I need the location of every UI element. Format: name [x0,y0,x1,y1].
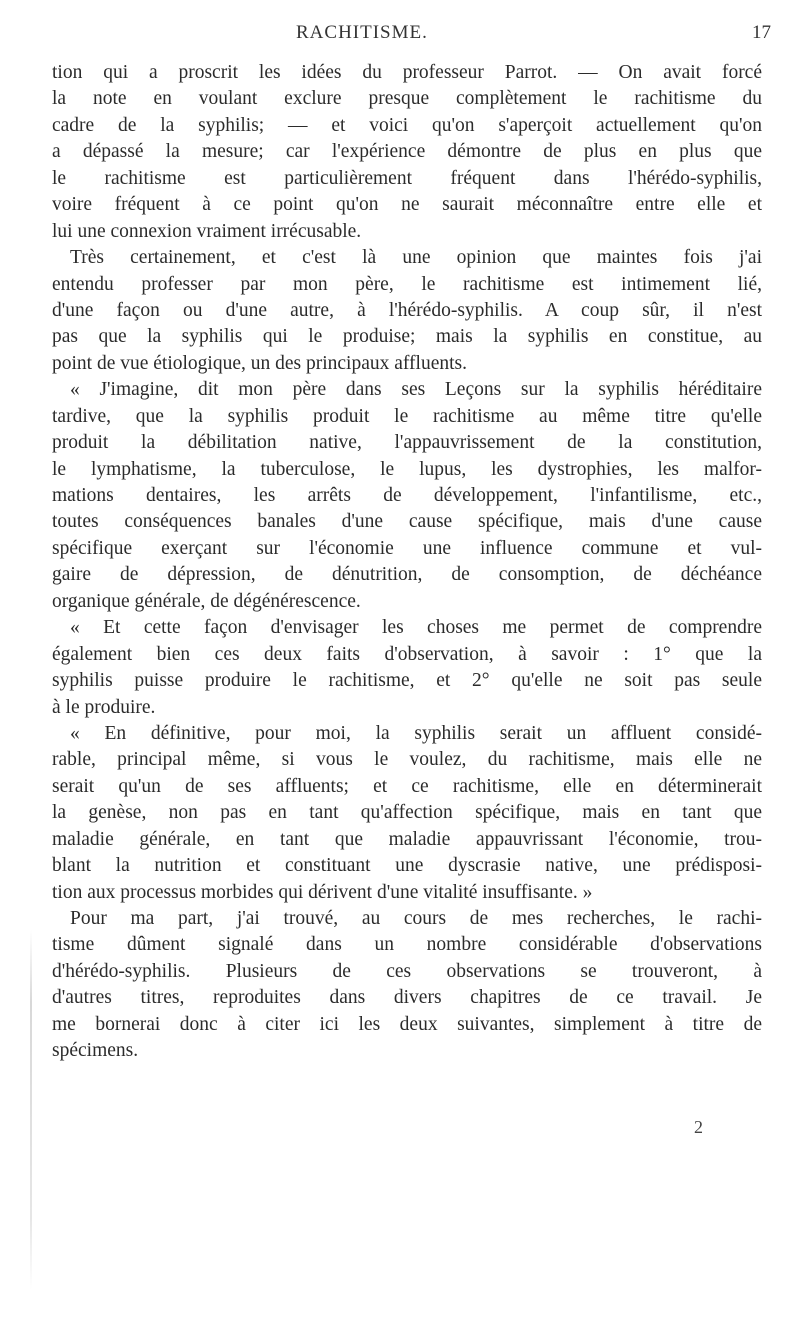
text-line: spécifique exerçant sur l'économie une influence commune et vul- [52,537,762,559]
text-line: serait qu'un de ses affluents; et ce rachitisme, elle en déterminerait [52,775,762,797]
text-line: d'hérédo-syphilis. Plusieurs de ces observations se trouveront, à [52,960,762,982]
text-line: voire fréquent à ce point qu'on ne saurait méconnaître entre elle et [52,194,762,216]
text-line: à le produire. [52,696,156,718]
text-line: tion qui a proscrit les idées du professeur Parrot. — On avait forcé [52,62,762,83]
signature-mark: 2 [694,1117,703,1137]
text-line: la note en voulant exclure presque complètement le rachitisme du [52,88,762,110]
text-line: gaire de dépression, de dénutrition, de consomption, de déchéance [52,564,762,586]
text-line: produit la débilitation native, l'appauvrissement de la constitution, [52,432,762,454]
text-line: « Et cette façon d'envisager les choses me permet de comprendre [70,617,762,639]
text-line: la genèse, non pas en tant qu'affection spécifique, mais en tant que [52,802,762,824]
text-line: a dépassé la mesure; car l'expérience démontre de plus en plus que [52,141,762,163]
text-line: Très certainement, et c'est là une opinion que maintes fois j'ai [70,247,762,269]
text-line: organique générale, de dégénérescence. [52,590,361,612]
text-line: également bien ces deux faits d'observation, à savoir : 1° que la [52,643,762,665]
text-line: blant la nutrition et constituant une dyscrasie native, une prédisposi- [52,855,762,877]
text-line: me bornerai donc à citer ici les deux suivantes, simplement à titre de [52,1013,762,1035]
text-line: le lymphatisme, la tuberculose, le lupus, les dystrophies, les malfor- [52,458,762,480]
text-line: lui une connexion vraiment irrécusable. [52,220,362,242]
text-line: mations dentaires, les arrêts de développement, l'infantilisme, etc., [52,485,762,506]
text-line: point de vue étiologique, un des principaux affluents. [52,352,468,374]
text-line: « En définitive, pour moi, la syphilis serait un affluent considé- [70,722,762,744]
text-line: cadre de la syphilis; — et voici qu'on s'aperçoit actuellement qu'on [52,114,762,136]
body-text [52,60,762,1065]
text-line: maladie générale, en tant que maladie appauvrissant l'économie, trou- [52,828,762,850]
text-line: pas que la syphilis qui le produise; mais la syphilis en constitue, au [52,326,762,348]
text-line: d'une façon ou d'une autre, à l'hérédo-syphilis. A coup sûr, il n'est [52,299,762,321]
text-line: d'autres titres, reproduites dans divers chapitres de ce travail. Je [52,987,762,1009]
text-line: toutes conséquences banales d'une cause spécifique, mais d'une cause [52,511,762,533]
text-line: Pour ma part, j'ai trouvé, au cours de mes recherches, le rachi- [70,908,762,929]
text-line: entendu professer par mon père, le rachitisme est intimement lié, [52,273,762,295]
text-line: spécimens. [52,1040,139,1062]
text-line: syphilis puisse produire le rachitisme, et 2° qu'elle ne soit pas seule [52,670,762,692]
text-line: tardive, que la syphilis produit le rachitisme au même titre qu'elle [52,405,762,427]
text-line: « J'imagine, dit mon père dans ses Leçons sur la syphilis héréditaire [70,379,762,401]
text-line: rable, principal même, si vous le voulez, du rachitisme, mais elle ne [52,749,762,771]
page-number: 17 [752,22,771,43]
margin-stain [30,930,32,1290]
running-title: RACHITISME. [296,22,428,43]
running-head [0,22,800,52]
text-line: le rachitisme est particulièrement fréquent dans l'hérédo-syphilis, [52,167,762,189]
text-line: tion aux processus morbides qui dérivent d'une vitalité insuffisante. » [52,881,593,903]
text-line: tisme dûment signalé dans un nombre considérable d'observations [52,934,762,956]
